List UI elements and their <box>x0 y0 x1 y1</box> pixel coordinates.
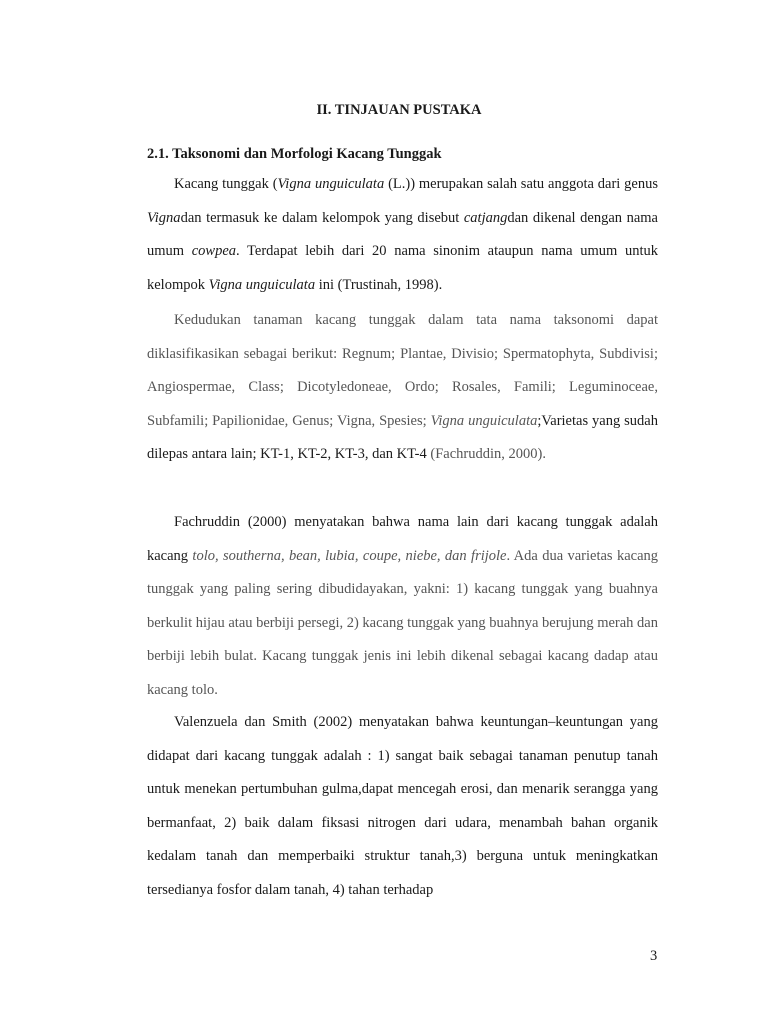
p3-italic-1: tolo, southerna, bean, lubia, coupe, niebe, dan frijole <box>192 547 507 564</box>
p2-text-1: Kedudukan tanaman kacang tunggak dalam tata nama taksonomi dapat diklasifikasikan sebagai berikut: Regnum; Plantae, Divisio; Spermatophyta, Subdivisi; Angiospermae, Class; Dicotyledoneae, Ordo; Rosales, Famili; Leguminoceae, Subfamili; Papilionidae, Genus; Vigna, Spesies; <box>147 312 658 429</box>
p1-text-3: dan termasuk ke dalam kelompok yang disebut <box>180 209 464 226</box>
p1-text-5: . Terdapat lebih dari 20 nama sinonim ataupun nama umum untuk kelompok <box>147 243 658 293</box>
p1-italic-4: cowpea <box>191 243 237 259</box>
p1-italic-5: Vigna unguiculata <box>208 276 316 293</box>
p1-italic-2: Vigna <box>147 209 181 226</box>
page-number: 3 <box>650 948 658 964</box>
p2-text-3: (Fachruddin, 2000). <box>426 446 546 462</box>
paragraph-4 <box>147 706 658 907</box>
p1-italic-3: catjang <box>463 209 508 226</box>
paragraph-1 <box>147 168 658 302</box>
p2-italic-1: Vigna unguiculata <box>430 412 538 429</box>
p3-text-2: . Ada dua varietas kacang tunggak yang paling sering dibudidayakan, yakni: 1) kacang tunggak yang buahnya berkulit hijau atau berbiji persegi, 2) kacang tunggak yang buahnya berujung merah dan berbiji lebih bulat. Kacang tunggak jenis ini lebih dikenal sebagai kacang dadap atau kacang tolo. <box>147 547 658 698</box>
paragraph-2 <box>147 304 658 472</box>
p1-text-6: ini (Trustinah, 1998). <box>315 276 443 293</box>
p2-text-2: ;Varietas yang sudah dilepas antara lain; KT-1, KT-2, KT-3, dan KT-4 <box>147 412 658 462</box>
p4-text-1: Valenzuela dan Smith (2002) menyatakan bahwa keuntungan–keuntungan yang didapat dari kacang tunggak adalah : 1) sangat baik sebagai tanaman penutup tanah untuk menekan pertumbuhan gulma,dapat mencegah erosi, dan menarik serangga yang bermanfaat, 2) baik dalam fiksasi nitrogen dari udara, menambah bahan organik kedalam tanah dan memperbaiki struktur tanah,3) berguna untuk meningkatkan tersedianya fosfor dalam tanah, 4) tahan terhadap <box>147 714 658 898</box>
p1-italic-1: Vigna unguiculata <box>277 176 385 192</box>
chapter-title: II. TINJAUAN PUSTAKA <box>316 102 482 118</box>
p1-text-2: (L.)) merupakan salah satu anggota dari genus <box>384 176 658 192</box>
paragraph-3 <box>147 506 658 707</box>
p1-text-1: Kacang tunggak ( <box>174 176 278 192</box>
p1-text-4: dan dikenal dengan nama umum <box>147 209 658 259</box>
p3-text-1: Fachruddin (2000) menyatakan bahwa nama lain dari kacang tunggak adalah kacang <box>147 514 658 564</box>
section-title: 2.1. Taksonomi dan Morfologi Kacang Tunggak <box>147 146 442 162</box>
